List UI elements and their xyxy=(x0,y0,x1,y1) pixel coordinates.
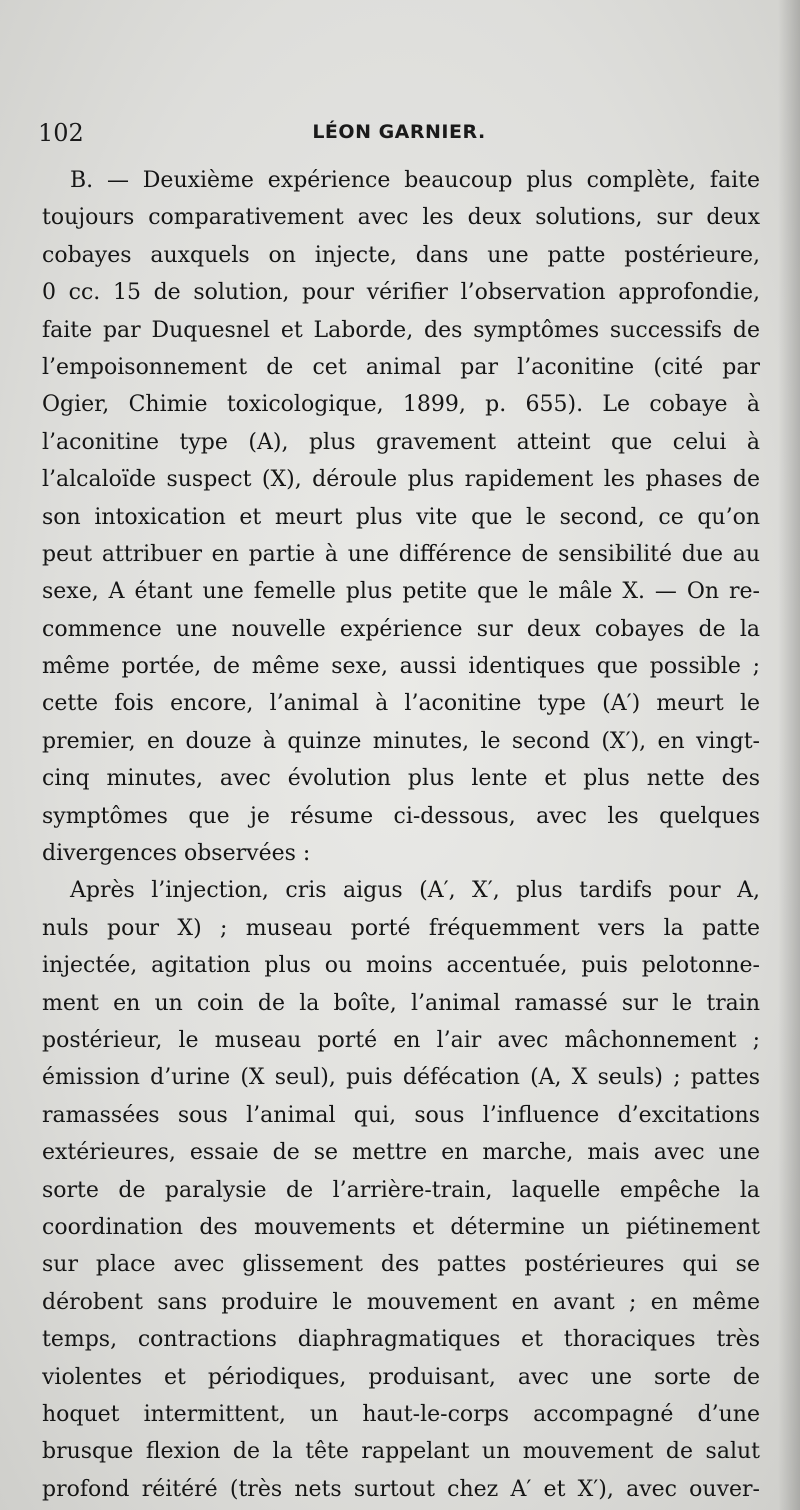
text-line: sur place avec glissement des pattes postérieures qui se xyxy=(42,1252,760,1278)
text-line: extérieures, essaie de se mettre en marche, mais avec une xyxy=(42,1140,760,1166)
text-line: coordination des mouvements et détermine un piétinement xyxy=(42,1214,760,1240)
text-line: dérobent sans produire le mouvement en avant ; en même xyxy=(42,1289,760,1315)
text-line: postérieur, le museau porté en l’air avec mâchonnement ; xyxy=(42,1027,760,1053)
text-line: l’aconitine type (A), plus gravement atteint que celui à xyxy=(42,429,760,455)
text-line: ment en un coin de la boîte, l’animal ramassé sur le train xyxy=(42,990,760,1016)
text-line: sorte de paralysie de l’arrière-train, laquelle empêche la xyxy=(42,1177,760,1203)
text-line: injectée, agitation plus ou moins accentuée, puis pelotonne- xyxy=(42,953,760,979)
body-text xyxy=(42,162,760,1508)
text-line: cette fois encore, l’animal à l’aconitine type (A′) meurt le xyxy=(42,691,760,717)
text-line: commence une nouvelle expérience sur deux cobayes de la xyxy=(42,616,760,642)
text-line: hoquet intermittent, un haut-le-corps accompagné d’une xyxy=(42,1401,760,1427)
text-line: cinq minutes, avec évolution plus lente et plus nette des xyxy=(42,766,760,792)
text-line: l’empoisonnement de cet animal par l’aconitine (cité par xyxy=(42,354,760,380)
text-line: profond réitéré (très nets surtout chez A′ et X′), avec ouver- xyxy=(42,1476,760,1502)
text-line: ramassées sous l’animal qui, sous l’influence d’excitations xyxy=(42,1102,760,1128)
text-line: symptômes que je résume ci-dessous, avec les quelques xyxy=(42,803,760,829)
text-line: peut attribuer en partie à une différence de sensibilité due au xyxy=(42,541,760,567)
text-line: divergences observées : xyxy=(42,841,311,867)
text-line: Ogier, Chimie toxicologique, 1899, p. 655). Le cobaye à xyxy=(42,392,760,418)
running-head: LÉON GARNIER. xyxy=(312,121,486,143)
text-line: premier, en douze à quinze minutes, le second (X′), en vingt- xyxy=(42,728,760,754)
text-line: 0 cc. 15 de solution, pour vérifier l’observation approfondie, xyxy=(42,280,760,306)
text-line: cobayes auxquels on injecte, dans une patte postérieure, xyxy=(42,242,760,268)
text-line: émission d’urine (X seul), puis défécation (A, X seuls) ; pattes xyxy=(42,1065,760,1091)
text-line: temps, contractions diaphragmatiques et thoraciques très xyxy=(42,1327,760,1353)
text-line: sexe, A étant une femelle plus petite que le mâle X. — On re- xyxy=(42,579,760,605)
text-line: brusque flexion de la tête rappelant un mouvement de salut xyxy=(42,1439,760,1465)
page-number: 102 xyxy=(38,119,84,147)
text-line: l’alcaloïde suspect (X), déroule plus rapidement les phases de xyxy=(42,467,760,493)
text-line: B. — Deuxième expérience beaucoup plus complète, faite xyxy=(70,168,760,193)
text-line: son intoxication et meurt plus vite que le second, ce qu’on xyxy=(42,504,760,530)
text-line: violentes et périodiques, produisant, avec une sorte de xyxy=(42,1364,760,1390)
text-line: Après l’injection, cris aigus (A′, X′, plus tardifs pour A, xyxy=(70,878,760,904)
text-line: faite par Duquesnel et Laborde, des symptômes successifs de xyxy=(42,317,760,343)
page-header xyxy=(38,117,760,153)
text-line: nuls pour X) ; museau porté fréquemment vers la patte xyxy=(42,915,760,941)
text-line: toujours comparativement avec les deux solutions, sur deux xyxy=(42,205,760,231)
text-line: même portée, de même sexe, aussi identiques que possible ; xyxy=(42,654,760,680)
